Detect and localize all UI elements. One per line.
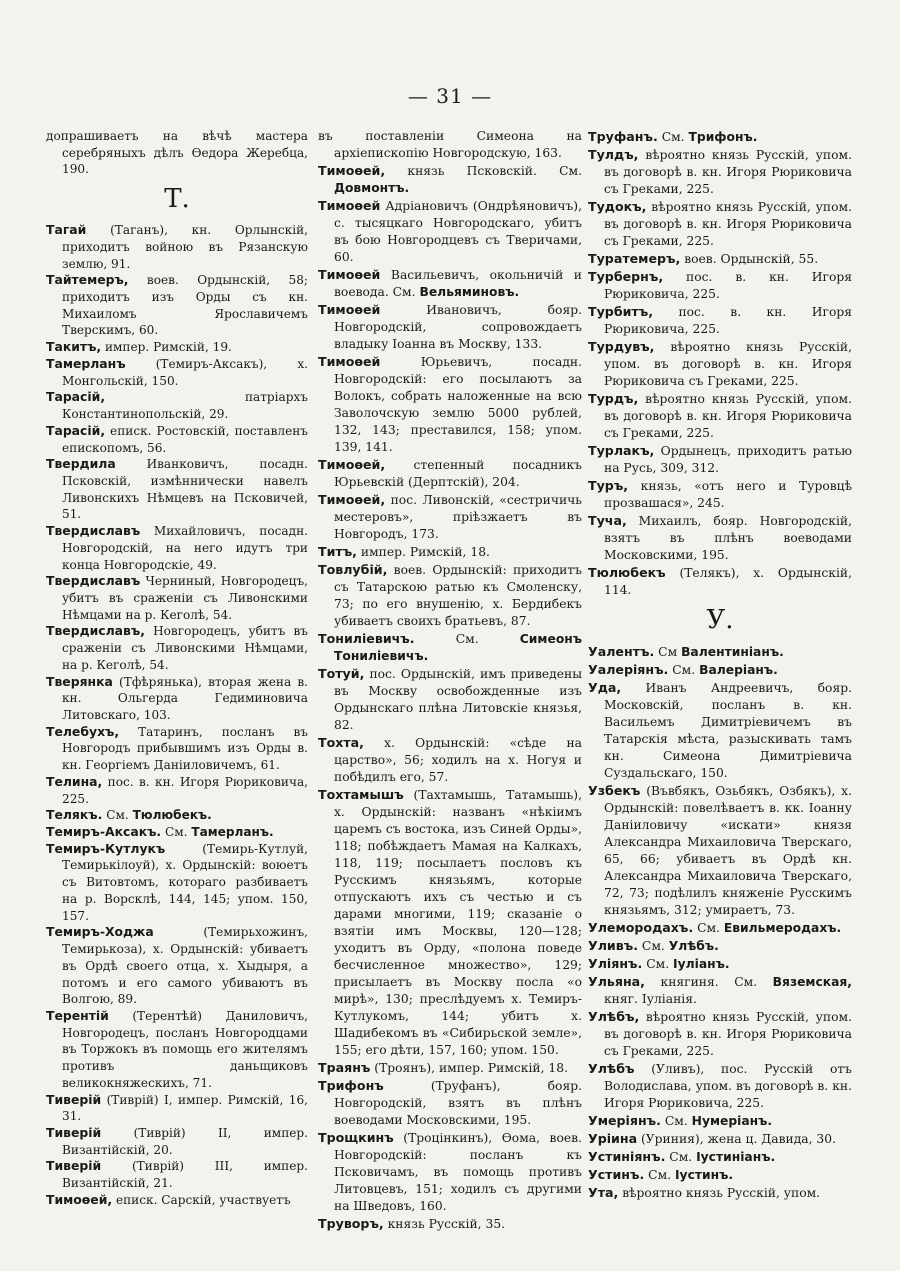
entry-text: См. xyxy=(164,825,188,840)
index-entry xyxy=(588,477,852,512)
entry-text: См. xyxy=(672,663,696,677)
entry-headword: Титъ, xyxy=(318,544,357,559)
index-entry xyxy=(588,390,852,442)
entry-text: князь Русскій, 35. xyxy=(387,1217,506,1231)
index-entry xyxy=(46,724,308,774)
entry-headword: Такитъ, xyxy=(46,339,102,355)
entry-headword: Туръ, xyxy=(588,478,629,493)
entry-text: Татаринъ, посланъ въ Новгородъ прибывшимъ изъ Орды в. кн. Георгіемъ Даніиловичемъ, 61. xyxy=(62,724,308,773)
section-letter: Т. xyxy=(164,184,190,215)
entry-cross-reference: Вяземская, xyxy=(772,975,852,989)
column-1 xyxy=(46,128,308,1209)
entry-headword: Тиверій xyxy=(46,1091,102,1107)
entry-text: вѣроятно князь Русскій, упом. въ договорѣ в. кн. Игоря Рюриковича съ Греками, 225. xyxy=(604,148,852,196)
entry-headword: Трифонъ xyxy=(318,1078,384,1093)
entry-text: импер. Римскій, 18. xyxy=(360,545,490,559)
column-2 xyxy=(318,128,582,1233)
index-entry xyxy=(588,128,852,146)
index-entry xyxy=(318,301,582,353)
index-entry xyxy=(588,564,852,599)
entry-headword: Товлубій, xyxy=(318,562,388,577)
entry-headword: Турбитъ, xyxy=(588,304,653,319)
entry-text: См. xyxy=(697,921,720,935)
index-entry xyxy=(588,1112,852,1130)
entry-text: (Терентѣй) Даниловичъ, Новгородецъ, посланъ Новгородцами въ Торжокъ въ помощь его жителямъ противъ даньщиковъ великокняжескихъ, 71. xyxy=(62,1008,308,1090)
entry-headword: Траянъ xyxy=(318,1060,371,1075)
entry-headword: Тимоѳей, xyxy=(46,1191,113,1207)
index-entry xyxy=(588,643,852,661)
entry-text: Иванъ Андреевичъ, бояр. Московскій, посланъ в. кн. Васильемъ Димитріевичемъ въ Татарскія мѣста, разыскивать тамъ кн. Симеона Димитріевича Суздальскаго, 150. xyxy=(604,681,852,780)
entry-headword: Уалеріянъ. xyxy=(588,662,669,677)
entry-text: См. xyxy=(646,957,670,971)
entry-headword: Умеріянъ. xyxy=(588,1113,661,1128)
entry-cross-reference: Трифонъ. xyxy=(688,130,758,144)
entry-cross-reference: Нумеріанъ. xyxy=(691,1114,773,1128)
entry-headword: Устиніянъ. xyxy=(588,1149,666,1164)
entry-text: х. Ордынскій: «сѣде на царство», 56; ходилъ на х. Ногуя и побѣдилъ его, 57. xyxy=(334,736,582,784)
entry-headword: Улѣбъ, xyxy=(588,1009,640,1024)
entry-headword: Уливъ. xyxy=(588,938,638,953)
entry-text: Ивановичъ, бояр. Новгородскій, сопровождаетъ владыку Іоанна въ Москву, 133. xyxy=(334,303,582,351)
entry-headword: Тюлюбекъ xyxy=(588,565,666,580)
entry-headword: Тамерланъ xyxy=(46,355,126,371)
index-entry xyxy=(318,543,582,561)
entry-text: (Троцінкинъ), Ѳома, воев. Новгородскій: посланъ къ Псковичамъ, въ помощь противъ Литовцевъ, 151; ходилъ съ другими на Шведовъ, 160. xyxy=(334,1131,582,1213)
entry-headword: Тохтамышъ xyxy=(318,787,404,802)
entry-headword: Телина, xyxy=(46,773,103,789)
index-entry xyxy=(46,523,308,573)
index-entry xyxy=(46,272,308,339)
entry-text: См. xyxy=(106,808,129,823)
index-entry xyxy=(318,665,582,734)
entry-text: Черниный, Новгородецъ, убитъ въ сраженіи съ Ливонскими Нѣмцами на р. Кеголѣ, 54. xyxy=(62,574,308,622)
index-entry xyxy=(588,1184,852,1202)
index-entry xyxy=(588,512,852,564)
index-entry xyxy=(46,824,308,841)
index-entry xyxy=(588,955,852,973)
entry-cross-reference: Тюлюбекъ. xyxy=(132,808,212,823)
index-entry xyxy=(318,456,582,491)
index-entry xyxy=(318,1215,582,1233)
entry-continuation xyxy=(46,128,308,178)
entry-text: Михайловичъ, посадн. Новгородскій, на него идутъ три конца Новгородскіе, 49. xyxy=(62,524,308,572)
entry-headword: Тимоѳей xyxy=(318,354,381,369)
entry-cross-reference: Тамерланъ. xyxy=(191,825,274,840)
entry-headword: Ульяна, xyxy=(588,974,645,989)
entry-cross-reference: Валеріанъ. xyxy=(699,663,778,677)
entry-headword: Узбекъ xyxy=(588,783,641,798)
entry-text: воев. Ордынскій, 55. xyxy=(684,252,819,266)
section-letter: У. xyxy=(706,605,734,635)
entry-text: (Троянъ), импер. Римскій, 18. xyxy=(374,1061,568,1075)
entry-cross-reference: Улѣбъ. xyxy=(668,939,719,953)
index-entry xyxy=(588,1008,852,1060)
entry-text: пос. в. кн. Игоря Рюриковича, 225. xyxy=(604,270,852,301)
entry-text: княгиня. См. xyxy=(660,975,758,989)
entry-text: воев. Ордынскій: приходитъ съ Татарскою ратью къ Смоленску, 73; по его внушенію, х. Бердибекъ убиваетъ своихъ братьевъ, 87. xyxy=(334,563,582,628)
entry-text: патріархъ Константинопольскій, 29. xyxy=(62,390,308,422)
entry-headword: Твердиславъ, xyxy=(46,623,145,639)
entry-headword: Тудокъ, xyxy=(588,199,647,214)
entry-headword: Туча, xyxy=(588,513,627,528)
entry-text: (Тиврій) I, импер. Римскій, 16, 31. xyxy=(62,1092,308,1124)
entry-text: вѣроятно князь Русскій, упом. въ договорѣ в. кн. Игоря Рюриковича съ Греками, 225. xyxy=(604,392,852,440)
entry-text: (Тиврій) II, импер. Византійскій, 20. xyxy=(62,1125,308,1157)
entry-text: князь Псковскій. См. xyxy=(407,164,582,178)
index-entry xyxy=(318,1077,582,1129)
entry-cross-reference: Валентиніанъ. xyxy=(681,645,784,659)
entry-headword: Устинъ. xyxy=(588,1167,645,1182)
entry-text: (Тахтамышь, Татамышь), х. Ордынскій: названъ «нѣкіимъ царемъ съ востока, изъ Синей Орды», 118; побѣждаетъ Мамая на Калкахъ, 118, 119; посылаетъ пословъ къ Русскимъ князьямъ, которые отпускаютъ ихъ съ честью и съ дарами многими, 119; сказаніе о взятіи имъ Москвы, 120—128; уходитъ въ Орду, «полона поведе бесчисленное множество», 129; присылаетъ въ Москву посла «о мирѣ», 130; преслѣдуемъ х. Темиръ-Кутлукомъ, 144; убитъ х. Шадибекомъ въ «Сибирьской земле», 155; его дѣти, 157, 160; упом. 150. xyxy=(334,788,582,1057)
entry-cross-reference: Симеонъ Тониліевичъ. xyxy=(334,632,582,663)
entry-headword: Турлакъ, xyxy=(588,443,655,458)
entry-headword: Улемородахъ. xyxy=(588,920,694,935)
entry-text: импер. Римскій, 19. xyxy=(104,340,232,355)
index-entry xyxy=(588,1130,852,1148)
entry-text: (Таганъ), кн. Орлынскій, приходитъ войною въ Рязанскую землю, 91. xyxy=(62,223,308,271)
entry-cross-reference: Іустинъ. xyxy=(674,1168,734,1182)
entry-headword: Тверянка xyxy=(46,673,113,689)
entry-headword: Уріина xyxy=(588,1131,638,1146)
index-entry xyxy=(588,250,852,268)
entry-cross-reference: Довмонтъ. xyxy=(334,181,410,195)
entry-headword: Темиръ-Ходжа xyxy=(46,924,154,940)
index-entry xyxy=(46,1092,308,1125)
entry-text: допрашиваетъ на вѣчѣ мастера серебряныхъ дѣлъ Ѳедора Жеребца, 190. xyxy=(46,129,308,177)
entry-text: (Телякъ), х. Ордынскій, 114. xyxy=(604,566,852,597)
entry-cross-reference: Іустиніанъ. xyxy=(696,1150,776,1164)
entry-text: вѣроятно князь Русскій, упом. въ договорѣ в. кн. Игоря Рюриковича съ Греками, 225. xyxy=(604,1010,852,1058)
column-3 xyxy=(588,128,852,1202)
entry-headword: Трощкинъ xyxy=(318,1130,394,1145)
index-entry xyxy=(46,674,308,724)
entry-text: пос. Ордынскій, имъ приведены въ Москву освобожденные изъ Ордынскаго плѣна Литовскіе князья, 82. xyxy=(334,667,582,732)
entry-cross-reference: Іуліанъ. xyxy=(673,957,730,971)
entry-text-tail: княг. Іуліанія. xyxy=(604,992,697,1006)
index-entry xyxy=(588,919,852,937)
entry-headword: Ута, xyxy=(588,1185,619,1200)
index-entry xyxy=(46,222,308,272)
entry-text: епиcк. Ростовскій, поставленъ епископомъ, 56. xyxy=(62,423,308,455)
entry-headword: Уалентъ. xyxy=(588,644,655,659)
entry-text: пос. в. кн. Игоря Рюриковича, 225. xyxy=(604,305,852,336)
index-entry xyxy=(46,807,308,824)
entry-headword: Твердила xyxy=(46,456,116,472)
entry-text: Иванковичъ, посадн. Псковскій, измѣннически навелъ Ливонскихъ Нѣмцевъ на Псковичей, 51. xyxy=(62,457,308,522)
entry-text: (Темиръ-Аксакъ), х. Монгольскій, 150. xyxy=(62,356,308,388)
entry-text: См. xyxy=(455,632,479,646)
index-entry xyxy=(46,841,308,925)
entry-headword: Тимоѳей, xyxy=(318,457,386,472)
entry-headword: Тулдъ, xyxy=(588,147,639,162)
entry-text: См. xyxy=(648,1168,672,1182)
index-entry xyxy=(318,1059,582,1077)
entry-headword: Тиверій xyxy=(46,1158,102,1174)
index-entry xyxy=(318,353,582,456)
entry-text: вѣроятно князь Русскій, упом. въ договорѣ в. кн. Игоря Рюриковича съ Греками, 225. xyxy=(604,340,852,388)
index-entry xyxy=(588,1166,852,1184)
entry-headword: Тарасій, xyxy=(46,389,106,405)
index-entry xyxy=(318,786,582,1059)
entry-headword: Уда, xyxy=(588,680,622,695)
entry-text: князь, «отъ него и Туровцѣ прозвашася», 245. xyxy=(604,479,852,510)
entry-headword: Тарасій, xyxy=(46,422,106,438)
entry-text: (Въвбякъ, Озьбякъ, Озбякъ), х. Ордынскій: повелѣваетъ в. кк. Іоанну Даніиловичу «искати» князя Александра Михаиловича Тверскаго, 65, 66; убиваетъ въ Ордѣ кн. Александра Михаиловича Тверскаго, 72, 73; подѣлилъ княженіе Русскимъ князьямъ, 312; умираетъ, 73. xyxy=(604,784,852,917)
entry-cross-reference: Вельяминовъ. xyxy=(419,285,520,299)
index-entry xyxy=(318,197,582,266)
index-entry xyxy=(588,442,852,477)
entry-text: (Темирьхожинъ, Темирькоза), х. Ордынскій: убиваетъ въ Ордѣ своего отца, х. Хыдыря, а потомъ и его самого убиваютъ въ Волгою, 89. xyxy=(62,925,308,1007)
entry-headword: Тайтемеръ, xyxy=(46,272,129,288)
entry-headword: Тониліевичъ. xyxy=(318,631,415,646)
index-entry xyxy=(588,303,852,338)
entry-text: вѣроятно князь Русскій, упом. xyxy=(622,1186,821,1200)
entry-headword: Темиръ-Аксакъ. xyxy=(46,824,162,840)
index-entry xyxy=(318,630,582,665)
index-entry xyxy=(46,573,308,623)
index-entry xyxy=(588,198,852,250)
entry-text: Михаилъ, бояр. Новгородскій, взятъ въ плѣнъ воеводами Московскими, 195. xyxy=(604,514,852,562)
entry-text: епиcк. Сарскій, участвуетъ xyxy=(115,1192,291,1207)
index-entry xyxy=(46,774,308,807)
entry-headword: Тимоѳей, xyxy=(318,492,386,507)
index-entry xyxy=(46,339,308,356)
entry-headword: Тиверій xyxy=(46,1124,102,1140)
entry-text: вѣроятно князь Русскій, упом. въ договорѣ в. кн. Игоря Рюриковича съ Греками, 225. xyxy=(604,200,852,248)
entry-headword: Темиръ-Кутлукъ xyxy=(46,840,166,856)
entry-text: См. xyxy=(661,130,685,144)
entry-headword: Телякъ. xyxy=(46,807,103,823)
index-entry xyxy=(588,1148,852,1166)
index-entry xyxy=(46,423,308,456)
entry-text: Адріановичъ (Ондрѣяновичъ), с. тысяцкаго Новгородскаго, убитъ въ бою Новгородцевъ съ Тверичами, 60. xyxy=(334,199,582,264)
entry-text: (Уливъ), пос. Русскій отъ Володислава, упом. въ договорѣ в. кн. Игоря Рюриковича, 225. xyxy=(604,1062,852,1110)
entry-text: (Темирь-Кутлуй, Темирькілоуй), х. Ордынскій: воюетъ съ Витовтомъ, котораго разбиваетъ на р. Ворсклѣ, 144, 145; упом. 150, 157. xyxy=(62,841,308,923)
entry-text: Новгородецъ, убитъ въ сраженіи съ Ливонскими Нѣмцами, на р. Кеголѣ, 54. xyxy=(62,624,308,672)
entry-text: (Уриния), жена ц. Давида, 30. xyxy=(641,1132,836,1146)
index-entry xyxy=(46,623,308,673)
index-entry xyxy=(46,1158,308,1191)
entry-headword: Уліянъ. xyxy=(588,956,643,971)
entry-headword: Твердиславъ xyxy=(46,523,141,539)
entry-headword: Турдувъ, xyxy=(588,339,655,354)
entry-headword: Труворъ, xyxy=(318,1216,384,1231)
entry-headword: Туратемеръ, xyxy=(588,251,681,266)
entry-text: Васильевичъ, окольничій и воевода. См. xyxy=(334,268,582,299)
index-entry xyxy=(318,266,582,301)
index-entry xyxy=(46,1192,308,1209)
page-number: — 31 — xyxy=(407,84,493,108)
index-entry xyxy=(318,561,582,630)
entry-cross-reference: Евильмеродахъ. xyxy=(723,921,842,935)
entry-text: степенный посадникъ Юрьевскій (Дерптскій), 204. xyxy=(334,458,582,489)
entry-headword: Тимоѳей, xyxy=(318,163,386,178)
entry-headword: Турбернъ, xyxy=(588,269,664,284)
index-entry xyxy=(588,937,852,955)
entry-headword: Турдъ, xyxy=(588,391,639,406)
entry-text: (Тфѣрянька), вторая жена в. кн. Ольгерда Гедиминовича Литовскаго, 103. xyxy=(62,674,308,722)
entry-text: См. xyxy=(664,1114,688,1128)
index-entry xyxy=(318,1129,582,1215)
index-entry xyxy=(318,162,582,197)
entry-text: (Тиврій) III, импер. Византійскій, 21. xyxy=(62,1159,308,1191)
index-entry xyxy=(46,924,308,1008)
index-entry xyxy=(46,1125,308,1158)
entry-headword: Тотуй, xyxy=(318,666,365,681)
entry-headword: Труфанъ. xyxy=(588,129,658,144)
entry-headword: Терентій xyxy=(46,1007,109,1023)
entry-text: Ордынецъ, приходитъ ратью на Русь, 309, 312. xyxy=(604,444,852,475)
index-entry xyxy=(588,679,852,782)
index-entry xyxy=(318,491,582,543)
entry-text: См xyxy=(658,645,678,659)
index-entry xyxy=(588,973,852,1008)
entry-continuation xyxy=(318,128,582,162)
entry-headword: Улѣбъ xyxy=(588,1061,635,1076)
index-entry xyxy=(46,1008,308,1092)
index-entry xyxy=(588,268,852,303)
entry-text: въ поставленіи Симеона на архіепископію Новгородскую, 163. xyxy=(318,129,582,160)
entry-text: пос. в. кн. Игоря Рюриковича, 225. xyxy=(62,774,308,806)
entry-text: пос. Ливонскій, «сестричичь местеровъ», пріѣзжаетъ въ Новгородъ, 173. xyxy=(334,493,582,541)
entry-headword: Телебухъ, xyxy=(46,723,120,739)
index-entry xyxy=(588,338,852,390)
index-entry xyxy=(588,146,852,198)
entry-headword: Твердиславъ xyxy=(46,573,141,589)
entry-headword: Тагай xyxy=(46,222,87,238)
index-entry xyxy=(588,661,852,679)
entry-text: воев. Ордынскій, 58; приходитъ изъ Орды съ кн. Михаиломъ Ярославичемъ Тверскимъ, 60. xyxy=(62,273,308,338)
entry-headword: Тимоѳей xyxy=(318,302,381,317)
index-entry xyxy=(588,782,852,919)
entry-headword: Тохта, xyxy=(318,735,364,750)
index-entry xyxy=(318,734,582,786)
index-entry xyxy=(46,389,308,422)
index-entry xyxy=(588,1060,852,1112)
index-entry xyxy=(46,456,308,523)
entry-text: См. xyxy=(641,939,665,953)
entry-text: Юрьевичъ, посадн. Новгородскій: его посылаютъ за Волокъ, собрать наложенные на всю Заволочскую землю 5000 рублей, 132, 143; преставился, 158; упом. 139, 141. xyxy=(334,355,582,454)
entry-headword: Тимоѳей xyxy=(318,267,381,282)
entry-text: См. xyxy=(669,1150,693,1164)
index-entry xyxy=(46,356,308,389)
entry-text: (Труфанъ), бояр. Новгородскій, взятъ въ плѣнъ воеводами Московскими, 195. xyxy=(334,1079,582,1127)
entry-headword: Тимоѳей xyxy=(318,198,381,213)
